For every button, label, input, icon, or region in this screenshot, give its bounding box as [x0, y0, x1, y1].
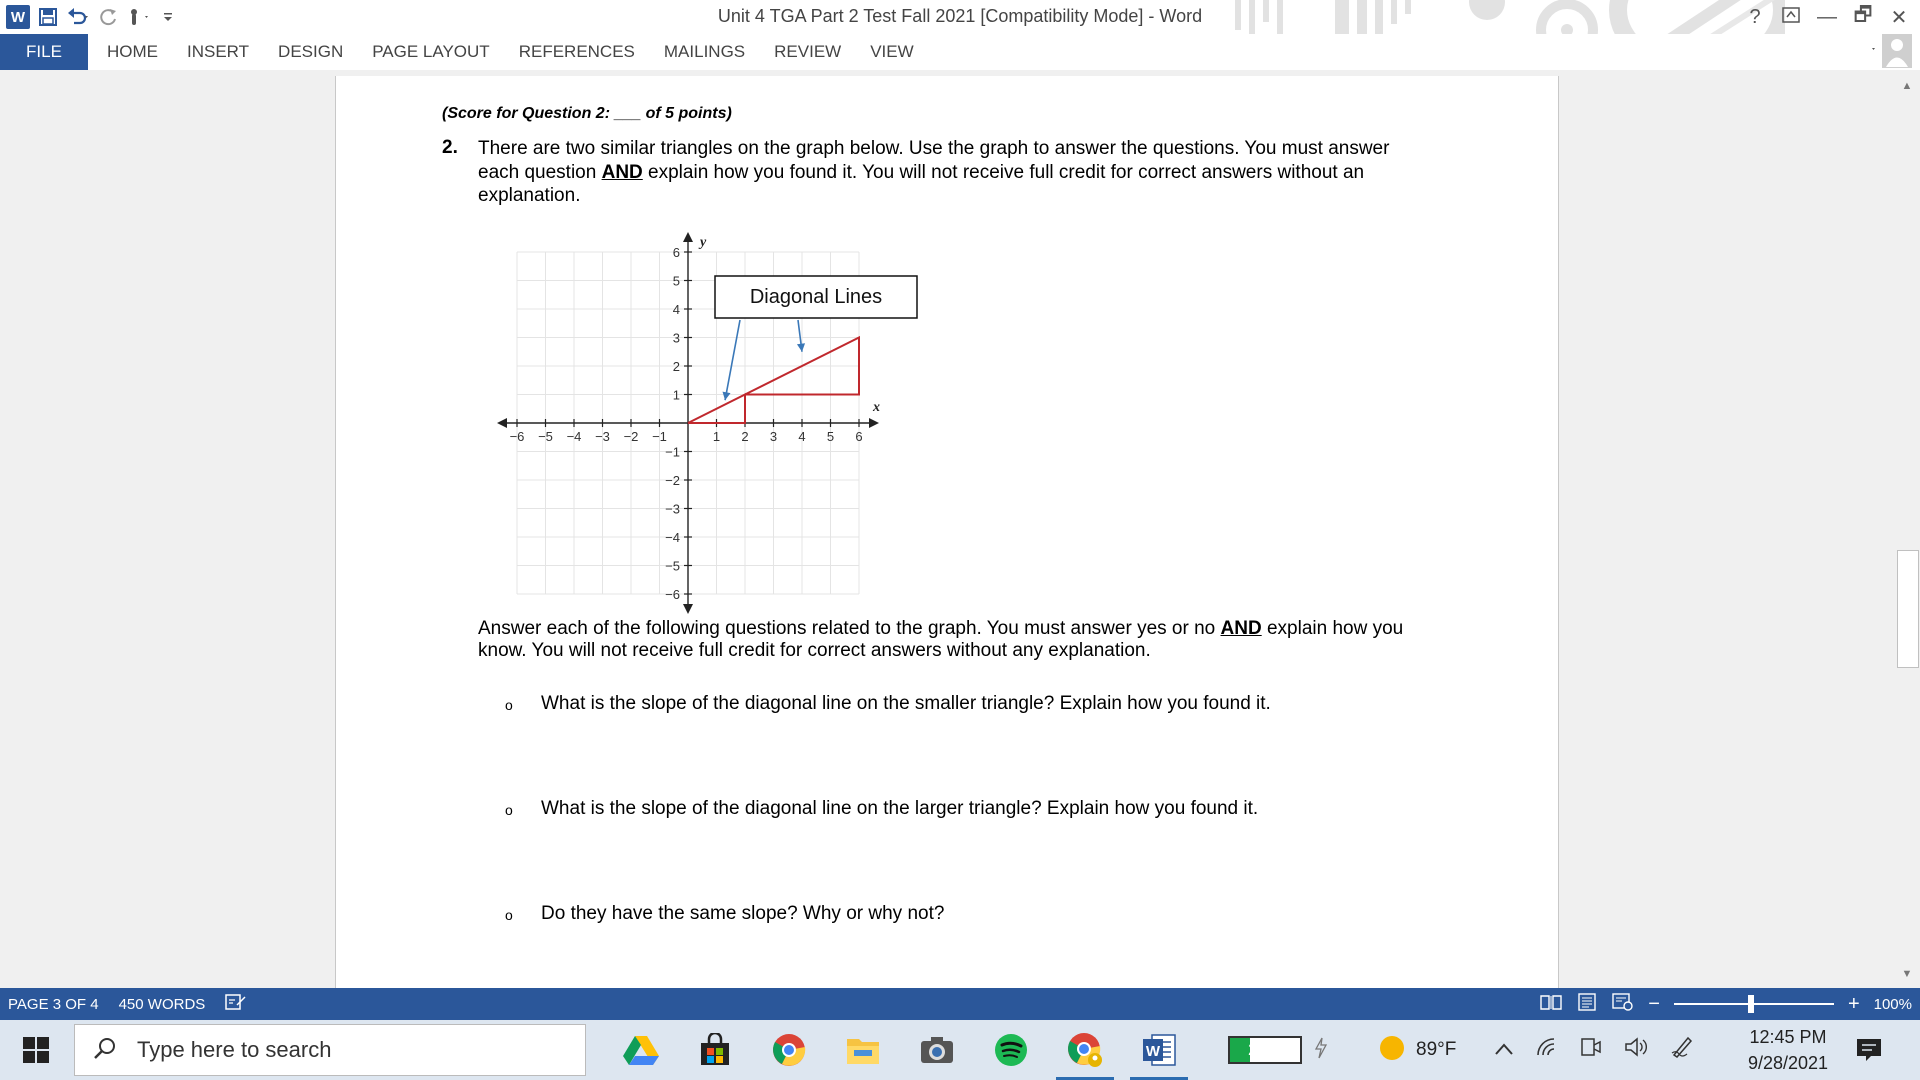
y-tick-label: −3: [665, 501, 680, 517]
zoom-slider[interactable]: [1674, 1003, 1834, 1005]
question-text: [478, 137, 1418, 208]
annotation-arrow: [725, 320, 740, 400]
question-text-part2: explain how you found it. You will not receive full credit for correct answers without an explanation.: [478, 161, 1365, 206]
clock-time: 12:45 PM: [1749, 1027, 1827, 1047]
bullet-marker: o: [505, 697, 513, 713]
answer-text-part1: Answer each of the following questions related to the graph. You must answer yes or no: [478, 618, 1221, 639]
chrome-profile-icon[interactable]: [1048, 1020, 1122, 1080]
y-tick-label: −1: [665, 444, 680, 460]
ribbon-display-options-icon[interactable]: [1776, 6, 1806, 29]
charging-icon: [1314, 1037, 1328, 1064]
tab-view[interactable]: VIEW: [870, 42, 914, 61]
weather-sun-icon[interactable]: [1378, 1034, 1406, 1067]
x-tick-label: 3: [769, 429, 778, 444]
chevron-up-icon[interactable]: [1494, 1039, 1514, 1062]
x-tick-label: −4: [566, 429, 582, 444]
bullet-question-2: What is the slope of the diagonal line on the larger triangle? Explain how you found it.: [541, 798, 1259, 819]
volume-icon[interactable]: [1624, 1036, 1648, 1064]
windows-icon: [23, 1037, 49, 1063]
close-button[interactable]: ✕: [1890, 6, 1908, 29]
ribbon-tab-list: [107, 34, 943, 70]
pen-workspace-icon[interactable]: [1670, 1035, 1694, 1065]
temperature[interactable]: 89°F: [1416, 1039, 1457, 1060]
x-tick-label: −1: [652, 429, 667, 444]
system-tray-left: [1228, 1020, 1456, 1080]
restore-button[interactable]: 🗗: [1853, 4, 1873, 26]
tab-insert[interactable]: INSERT: [187, 42, 250, 61]
x-tick-label: 6: [855, 429, 863, 444]
answer-instructions: [478, 618, 1438, 662]
question-emphasis: AND: [601, 161, 643, 183]
battery-percent: 29%: [1247, 1040, 1283, 1059]
google-drive-icon[interactable]: [604, 1020, 678, 1080]
y-tick-label: −6: [665, 587, 680, 602]
microsoft-store-icon[interactable]: [678, 1020, 752, 1080]
x-tick-label: 2: [741, 429, 749, 444]
window-title: Unit 4 TGA Part 2 Test Fall 2021 [Compatibility Mode] - Word: [717, 6, 1203, 26]
annotation-arrowhead: [723, 392, 731, 401]
read-mode-icon[interactable]: [1540, 993, 1562, 1015]
help-button[interactable]: ?: [1749, 5, 1761, 28]
document-area: [0, 70, 1894, 988]
minimize-button[interactable]: —: [1817, 5, 1837, 28]
y-axis-arrow-down: [683, 604, 693, 614]
meet-now-icon[interactable]: [1580, 1036, 1602, 1064]
taskbar: [0, 1020, 1920, 1080]
start-button[interactable]: [14, 1032, 58, 1068]
x-axis-label: x: [873, 400, 880, 415]
camera-icon[interactable]: [900, 1020, 974, 1080]
x-tick-label: −6: [509, 429, 525, 444]
score-line: (Score for Question 2: ___ of 5 points): [442, 105, 732, 122]
bullet-marker: o: [505, 907, 513, 923]
vertical-scrollbar[interactable]: [1894, 76, 1920, 988]
y-axis-label: y: [700, 235, 707, 250]
file-explorer-icon[interactable]: [826, 1020, 900, 1080]
zoom-slider-thumb[interactable]: [1748, 995, 1754, 1013]
annotation-label: Diagonal Lines: [749, 286, 883, 308]
x-axis-arrow-right: [869, 418, 879, 428]
tab-home[interactable]: HOME: [107, 42, 158, 61]
x-tick-label: 4: [798, 429, 806, 444]
answer-text-part2: explain how you know. You will not receive full credit for correct answers without any explanation.: [478, 618, 1404, 661]
x-tick-label: 1: [712, 429, 721, 444]
question-number: 2.: [442, 137, 458, 158]
account-avatar[interactable]: [1862, 34, 1914, 70]
coordinate-graph: [490, 228, 920, 620]
proofing-icon[interactable]: [225, 993, 247, 1015]
y-tick-label: 3: [672, 330, 680, 346]
taskbar-search-box[interactable]: [74, 1024, 586, 1076]
annotation-arrowhead: [797, 343, 805, 351]
scrollbar-thumb[interactable]: [1897, 550, 1919, 668]
spotify-icon[interactable]: [974, 1020, 1048, 1080]
y-tick-label: −5: [665, 558, 680, 574]
word-count[interactable]: 450 WORDS: [118, 995, 206, 1013]
tab-file[interactable]: FILE: [0, 34, 88, 70]
y-tick-label: −4: [665, 530, 680, 545]
web-layout-icon[interactable]: [1612, 993, 1634, 1015]
title-bar: [0, 0, 1920, 34]
x-axis-arrow-left: [497, 418, 507, 428]
bullet-question-1: What is the slope of the diagonal line on the smaller triangle? Explain how you found it.: [541, 693, 1271, 714]
taskbar-apps: [604, 1020, 1196, 1080]
y-tick-label: 4: [672, 302, 680, 317]
ribbon-tabs: [0, 34, 1920, 70]
clock[interactable]: [1734, 1024, 1842, 1076]
page-count[interactable]: PAGE 3 OF 4: [8, 995, 99, 1013]
tab-design[interactable]: DESIGN: [278, 42, 344, 61]
bullet-marker: o: [505, 802, 513, 818]
notification-icon[interactable]: [1854, 1036, 1884, 1064]
clock-date: 9/28/2021: [1747, 1053, 1829, 1073]
y-tick-label: −2: [665, 473, 680, 488]
system-tray-icons: [1494, 1020, 1694, 1080]
x-tick-label: −3: [595, 429, 610, 444]
search-icon: [93, 1036, 117, 1065]
bullet-question-3: Do they have the same slope? Why or why not?: [541, 903, 945, 924]
x-tick-label: 5: [826, 429, 835, 444]
y-tick-label: 1: [672, 387, 680, 403]
word-taskbar-icon[interactable]: [1122, 1020, 1196, 1080]
y-tick-label: 2: [672, 359, 680, 374]
answer-emphasis: AND: [1220, 618, 1262, 639]
zoom-in-button[interactable]: +: [1847, 992, 1860, 1015]
scroll-down-icon[interactable]: ▼: [1901, 968, 1913, 980]
status-bar: [0, 988, 1920, 1020]
tab-mailings[interactable]: MAILINGS: [663, 42, 746, 61]
chrome-icon[interactable]: [752, 1020, 826, 1080]
y-axis-arrow-up: [683, 232, 693, 242]
wifi-icon[interactable]: [1536, 1037, 1558, 1063]
y-tick-label: 5: [672, 273, 680, 289]
search-placeholder: Type here to search: [137, 1037, 332, 1062]
zoom-level[interactable]: 100%: [1873, 995, 1912, 1013]
scroll-up-icon[interactable]: ▲: [1901, 80, 1913, 92]
tab-review[interactable]: REVIEW: [774, 42, 842, 61]
window-controls: [1740, 2, 1914, 32]
x-tick-label: −2: [623, 429, 639, 444]
status-right: [1540, 988, 1912, 1020]
x-tick-label: −5: [538, 429, 553, 444]
print-layout-icon[interactable]: [1576, 993, 1598, 1015]
tab-page-layout[interactable]: PAGE LAYOUT: [372, 42, 490, 61]
tab-references[interactable]: REFERENCES: [518, 42, 635, 61]
svg-text:W: W: [1145, 1043, 1161, 1060]
y-tick-label: 6: [672, 245, 680, 260]
question-text-part1: There are two similar triangles on the graph below. Use the graph to answer the questions. You must answer each question: [478, 138, 1390, 183]
zoom-out-button[interactable]: −: [1648, 992, 1660, 1015]
word-app-icon[interactable]: W: [6, 5, 30, 29]
status-left: [8, 988, 247, 1020]
battery-indicator[interactable]: [1228, 1036, 1302, 1064]
